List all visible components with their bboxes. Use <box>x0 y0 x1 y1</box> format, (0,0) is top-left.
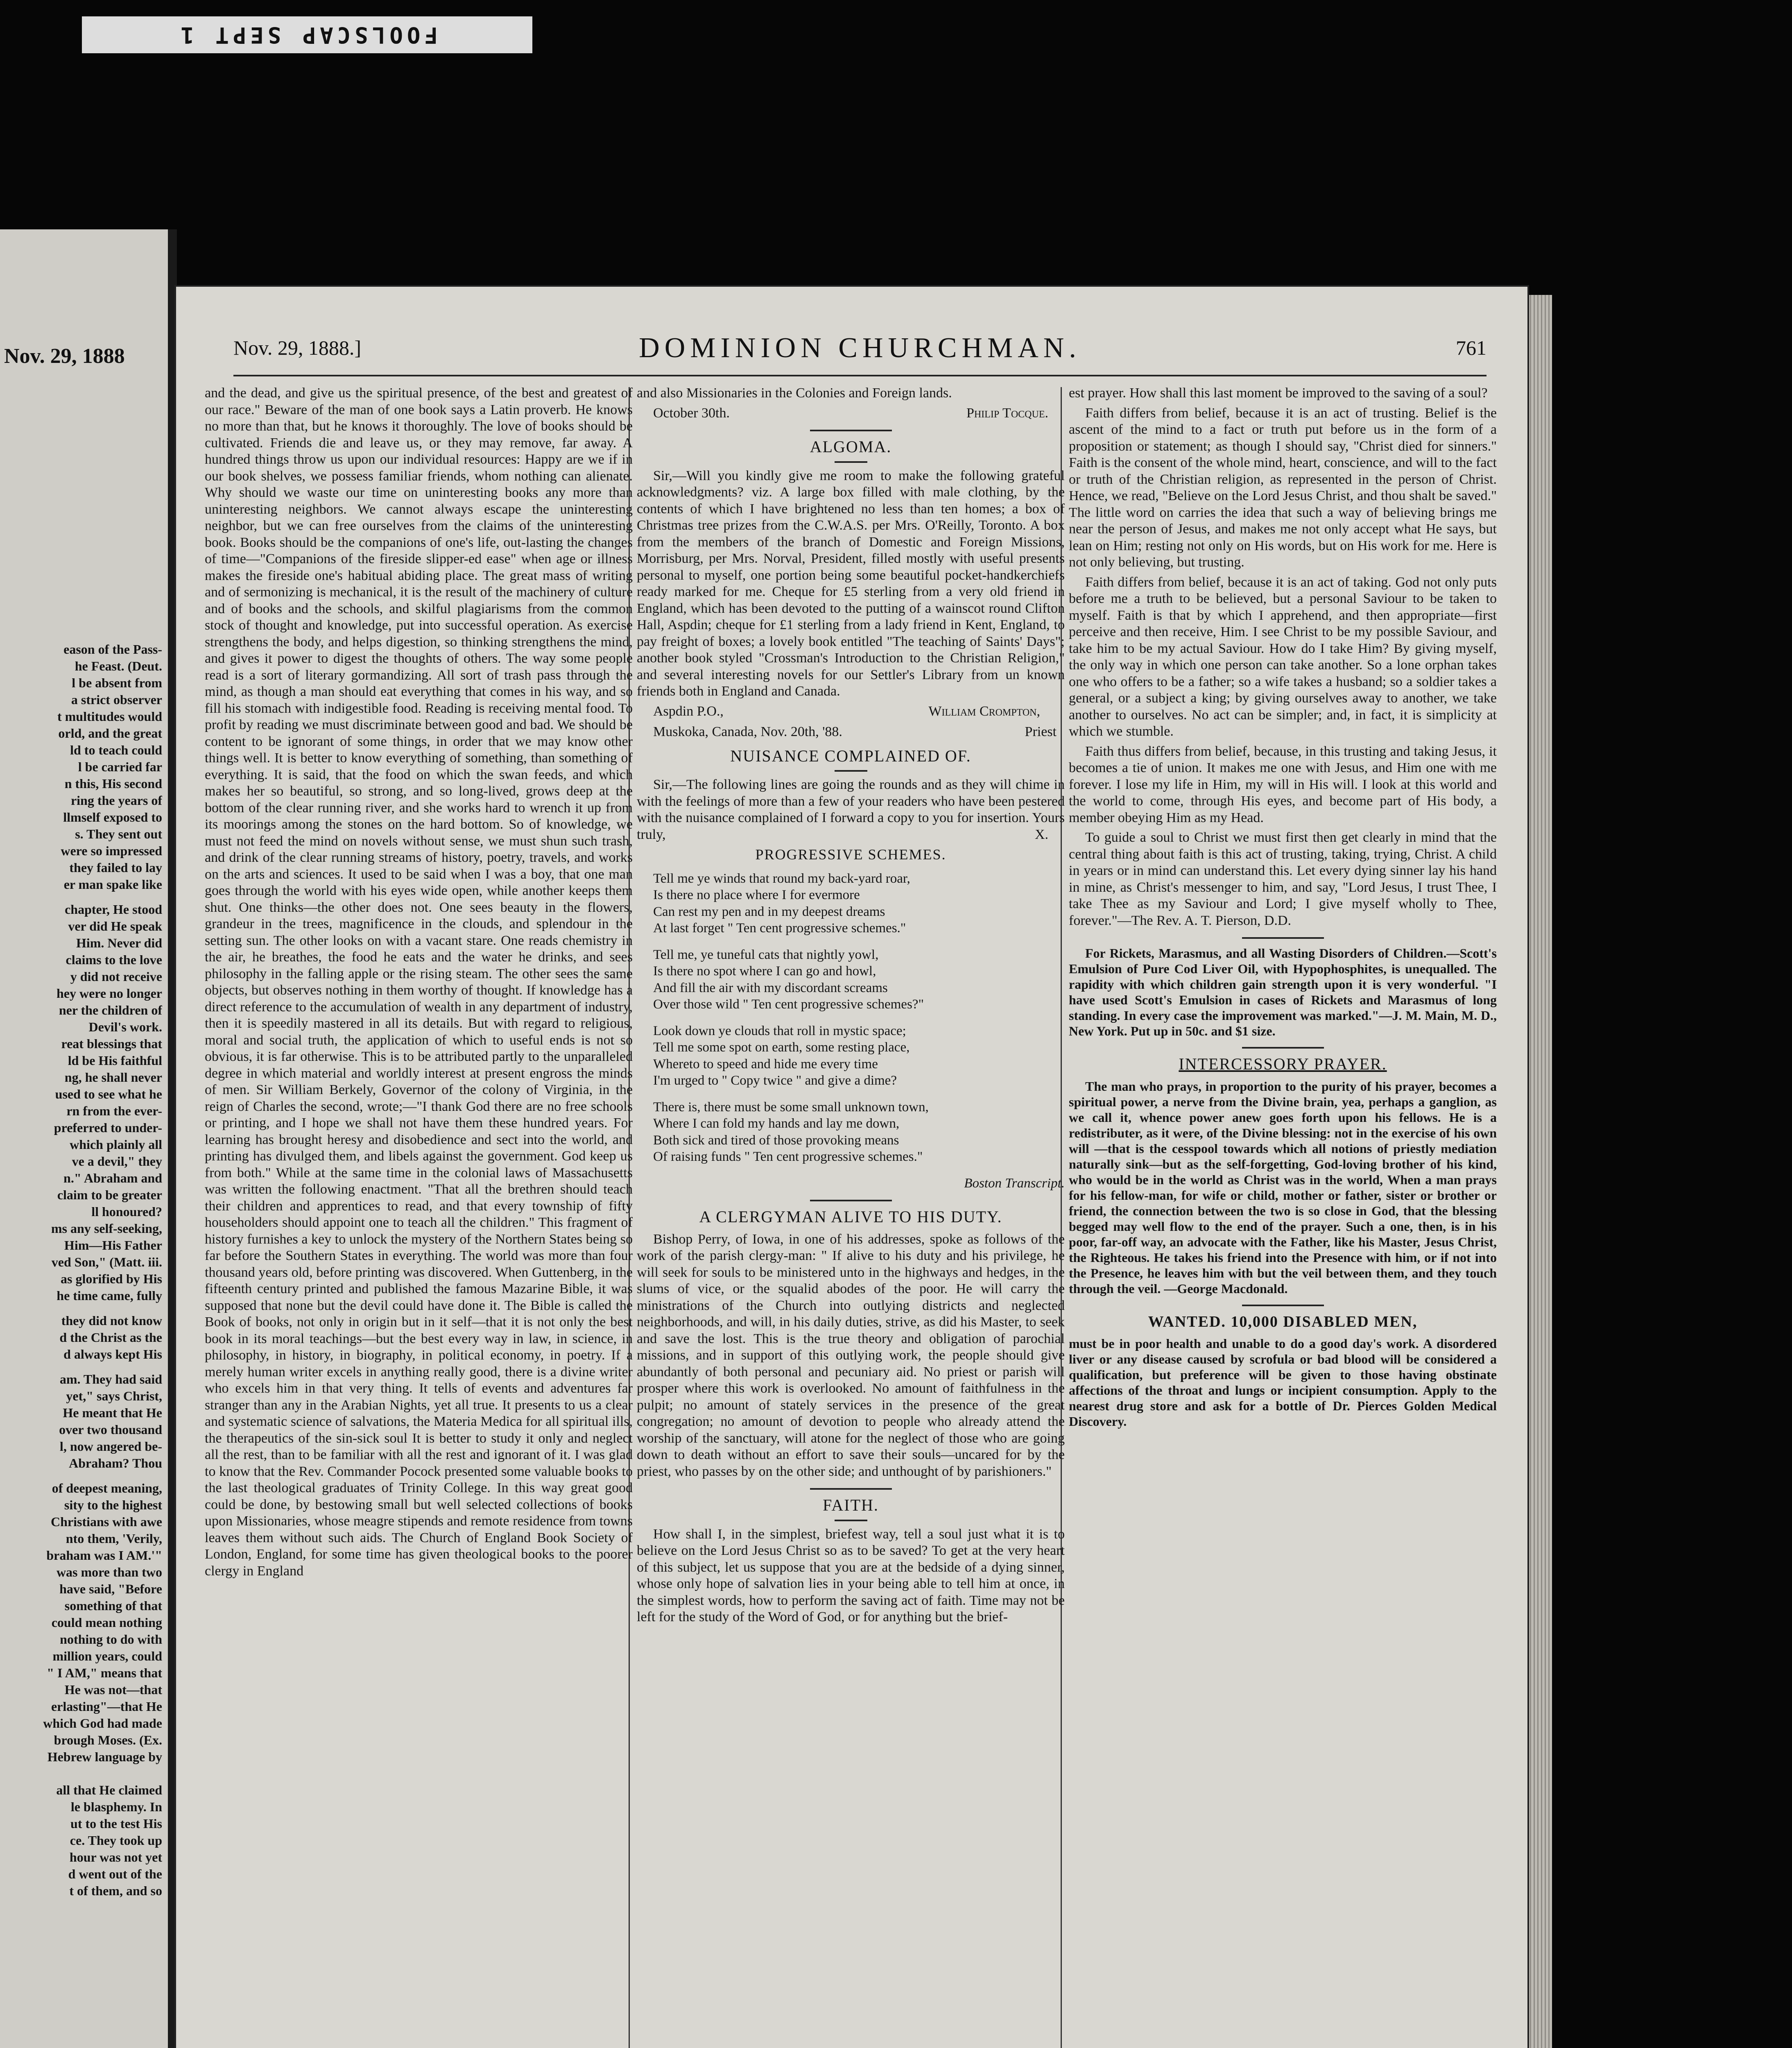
previous-page-line: reat blessings that <box>61 1036 162 1051</box>
article-paragraph: To guide a soul to Christ we must first then get clearly in mind that the central thing about faith is this act of trusting, taking, trying, Christ. A child in years or in mind can understand this. Let every dying sinner lay his hand in mine, as Christ's messenger to him, and say, "Lord Jesus, I trust Thee, I take Thee as my Saviour and Lord; I give myself wholly to Thee, forever."—The Rev. A. T. Pierson, D.D. <box>1069 830 1497 928</box>
previous-page-line: d always kept His <box>63 1347 162 1362</box>
poem-line: Can rest my pen and in my deepest dreams <box>653 904 885 919</box>
previous-page-line: d the Christ as the <box>59 1330 162 1345</box>
previous-page-line: ver did He speak <box>68 919 162 933</box>
advertisement: For Rickets, Marasmus, and all Wasting Disorders of Children.—Scott's Emulsion of Pure Cod Liver Oil, with Hypophosphites, is unequalled. The rapidity with which children gain strength upon it is very wonderful. "I have used Scott's Emulsion in cases of Rickets and Marasmus of long standing. In every case the improvement was marked."—J. M. Main, M. D., New York. Put up in 50c. and $1 size. <box>1069 946 1497 1038</box>
previous-page-line: they did not know <box>61 1313 162 1328</box>
poem-citation: Boston Transcript. <box>964 1176 1065 1191</box>
previous-page-line: Him. Never did <box>76 936 162 950</box>
article-paragraph: Faith differs from belief, because it is an act of taking. God not only puts before me a truth to be believed, but a personal Saviour to be taken to myself. Faith is that by which I apprehend, and then appropriate—first perceive and then receive, Him. I see Christ to be my possible Saviour, and take him to be my actual Saviour. How do I take Him? By giving myself, the only way in which one person can take another. So a lone orphan takes one who offers to be a father; so a wife takes a husband; so a soldier takes a general, or a subject a king; by giving ourselves away to another, we take another to ourselves. No act can be simpler; and, in fact, it is simplicity at which we stumble. <box>1069 574 1497 739</box>
previous-page-line: all that He claimed <box>53 1783 162 1797</box>
signature-line <box>637 703 1065 720</box>
previous-page-line: Abraham? Thou <box>69 1456 162 1470</box>
article-paragraph: and also Missionaries in the Colonies and Foreign lands. <box>637 385 952 401</box>
previous-page-line: of deepest meaning, <box>52 1481 162 1495</box>
previous-page-line: rn from the ever- <box>66 1103 162 1118</box>
previous-page-line: ms any self-seeking, <box>51 1221 162 1236</box>
previous-page-line: chapter, He stood <box>65 902 162 917</box>
section-separator <box>810 1200 892 1201</box>
previous-page-line: he Feast. (Deut. <box>75 659 162 673</box>
previous-page-line: n this, His second <box>64 776 162 791</box>
previous-page-line: t multitudes would <box>57 709 162 724</box>
previous-page-line: le blasphemy. In <box>70 1799 162 1814</box>
previous-page-line: yet," says Christ, <box>66 1389 162 1403</box>
poem-line: Is there no spot where I can go and howl, <box>653 964 876 979</box>
previous-page-line: ve a devil," they <box>72 1154 162 1169</box>
article-paragraph: Faith thus differs from belief, because, in this trusting and taking Jesus, it becomes a tie of union. It makes me one with Jesus, and Him one with me forever. I lose my life in Him, my will in His will. I look at this world and the world to come, through His eyes, and become part of His body, a member obeying Him as my Head. <box>1069 743 1497 825</box>
previous-page-line: ng, he shall never <box>64 1070 162 1085</box>
header-rule <box>233 375 1487 376</box>
previous-page-line: " I AM," means that <box>47 1665 162 1680</box>
masthead-title: DOMINION CHURCHMAN. <box>639 332 1081 364</box>
previous-page-line: a strict observer <box>71 692 162 707</box>
previous-page-line: ld to teach could <box>70 743 162 757</box>
advertisement: must be in poor health and unable to do a good day's work. A disordered liver or any disease caused by scrofula or bad blood will be considered a qualification, but preference will be given to those having obstinate affections of the throat and lungs or incipient consumption. Apply to the nearest drug store and ask for a bottle of Dr. Pierces Golden Medical Discovery. <box>1069 1336 1497 1429</box>
poem-line: Over those wild " Ten cent progressive schemes?" <box>653 997 924 1012</box>
signature-line <box>637 405 1065 422</box>
letter-body: Sir,—Will you kindly give me room to make the following grateful acknowledgments? viz. A large box filled with male clothing, by the contents of which I have brightened no less than ten homes; a box of Christmas tree prizes from the C.W.A.S. per Mrs. O'Reilly, Toronto. A box from the members of the branch of Domestic and Foreign Missions, Morrisburg, per Mrs. Norval, President, filled mostly with useful presents personal to myself, one portion being some beautiful pocket-handkerchiefs ready marked for me. Cheque for £5 sterling from a very old friend in England, which has been devoted to the putting of a wainscot round Clifton Hall, Aspdin; cheque for £1 sterling from a lady friend in Kent, England, to pay freight of boxes; a lovely book entitled "The teaching of Saints' Days"; another book styled "Crossman's Introduction to the Christian Religion," and several interesting novels for our Settler's Library from un known friends both in England and Canada. <box>637 468 1065 699</box>
previous-page-line: were so impressed <box>61 843 162 858</box>
column-2 <box>637 385 1065 1629</box>
letter-date: October 30th. <box>653 405 730 421</box>
letter-title: Priest <box>1025 724 1057 739</box>
previous-page-line: d went out of the <box>68 1867 162 1881</box>
article-paragraph: Faith differs from belief, because it is an act of trusting. Belief is the ascent of the mind to a fact or truth put before us in the form of a proposition or statement; as though I should say, "Christ died for sinners." Faith is the consent of the whole mind, heart, conscience, and will to the fact or truth of the Christian religion, as represented in the person of Christ. Hence, we read, "Believe on the Lord Jesus Christ, and thou shalt be saved." The little word on carries the idea that such a way of believing brings me near the person of Jesus, and makes me not only accept what He says, but lean on Him; resting not only on His words, but on His work for me. Here is not only believing, but trusting. <box>1069 405 1497 570</box>
letter-date: Muskoka, Canada, Nov. 20th, '88. <box>653 724 842 739</box>
previous-page-line: nothing to do with <box>60 1632 162 1647</box>
previous-page-line <box>0 1363 162 1371</box>
poem-line: Tell me some spot on earth, some resting place, <box>653 1040 910 1055</box>
book-page-edges <box>1527 295 1552 2048</box>
column-3 <box>1069 385 1497 1432</box>
section-heading-algoma: ALGOMA. <box>810 437 892 456</box>
previous-page-line: y did not receive <box>70 969 162 984</box>
previous-page-line: er man spake like <box>63 877 162 892</box>
previous-page-line: which plainly all <box>70 1137 162 1152</box>
previous-page-line: he time came, fully <box>57 1288 162 1303</box>
scan-label-strip: FOOLSCAP SEPT 1 <box>82 16 532 53</box>
previous-page-line <box>0 1304 162 1312</box>
previous-page-line: Hebrew language by <box>47 1749 162 1764</box>
poem-line: I'm urged to " Copy twice " and give a dime? <box>653 1073 897 1088</box>
previous-page-line: sity to the highest <box>64 1497 162 1512</box>
newspaper-page <box>176 287 1527 2048</box>
section-separator <box>1242 937 1324 939</box>
previous-page-line: Christians with awe <box>50 1514 162 1529</box>
page-number: 761 <box>1456 336 1487 359</box>
previous-page-line: Devil's work. <box>88 1019 162 1034</box>
previous-page-line: erlasting"—that He <box>51 1699 162 1714</box>
previous-page <box>0 229 177 2048</box>
poem-line: There is, there must be some small unknown town, <box>653 1099 929 1115</box>
previous-page-line: ll honoured? <box>91 1204 162 1219</box>
previous-page-line: orld, and the great <box>58 726 162 741</box>
previous-page-line: was more than two <box>56 1565 162 1579</box>
previous-page-line: something of that <box>64 1598 162 1613</box>
previous-page-line: used to see what he <box>55 1087 162 1101</box>
previous-page-header: Nov. 29, 1888 <box>4 344 125 368</box>
previous-page-line: nto them, 'Verily, <box>66 1531 162 1546</box>
poem <box>653 870 1065 1165</box>
previous-page-line: over two thousand <box>59 1422 162 1437</box>
previous-page-line: s. They sent out <box>75 827 162 841</box>
previous-page-line: ce. They took up <box>70 1833 162 1848</box>
previous-page-line <box>0 1774 162 1782</box>
previous-page-line: ring the years of <box>70 793 162 808</box>
nuisance-text: Sir,—The following lines are going the rounds and as they will chime in with the feelings of more than a few of your readers who have been pestered with the nuisance complained of I forward a copy to you for insertion. Yours truly, <box>637 777 1065 842</box>
poem-stanza <box>653 947 1065 1013</box>
previous-page-line: l be carried far <box>78 759 162 774</box>
previous-page-line: am. They had said <box>59 1372 162 1386</box>
letter-signer: Philip Tocque. <box>966 405 1048 421</box>
poem-line: Whereto to speed and hide me every time <box>653 1056 878 1072</box>
previous-page-line: braham was I AM.'" <box>46 1548 162 1563</box>
section-separator <box>835 770 867 772</box>
article-paragraph: Bishop Perry, of Iowa, in one of his addresses, spoke as follows of the work of the parish clergy-man: " If alive to his duty and his privilege, he will seek for souls to be ministered unto in the highways and hedges, in the slums of vice, or the squalid abodes of the poor. He will carry the ministrations of the Church into outlying districts and neglected neighborhoods, and will, in his daily duties, strive, as did his Master, to seek and save the lost. This is the true theory and obligation of parochial missions, and in support of this outlying work, the people should give abundantly of both personal and pecuniary aid. No priest or parish will prosper where this work is overlooked. No amount of faithfulness in the pulpit; no amount of stately services in the presence of the great congregation; no amount of devotion to people who already attend the worship of the sanctuary, will atone for the neglect of those who are going down to death without an effort to save their souls—uncared for by the priest, who passes by on the other side; and unthought of by parishioners." <box>637 1231 1065 1479</box>
poem-stanza <box>653 870 1065 937</box>
section-separator <box>810 430 892 431</box>
previous-page-line: which God had made <box>43 1716 162 1731</box>
poem-line: Is there no place where I for evermore <box>653 888 860 902</box>
previous-page-line: Him—His Father <box>64 1238 162 1253</box>
poem-line: At last forget " Ten cent progressive schemes." <box>653 921 906 936</box>
article-paragraph: and the dead, and give us the spiritual presence, of the best and greatest of our race." Beware of the man of one book says a Latin proverb. He knows no more than that, but he knows it thoroughly. The love of books should be cultivated. Friends die and leave us, or they may remove, far away. A hundred things throw us upon our individual resources: Happy are we if in our book shelves, we possess familiar friends, whom nothing can alienate. Why should we waste our time on uninteresting books any more than uninteresting neighbors. We cannot always escape the uninteresting neighbor, but we can free ourselves from the claims of the uninteresting book. Books should be the companions of one's life, out-lasting the changes of time—"Companions of the fireside slipper-ed ease" when age or illness makes the fireside one's habitual abiding place. The great mass of writing and of sermonizing is mechanical, it is the result of the machinery of culture and of books and the schools, and skilful plagiarisms from the common stock of thought and knowledge, put into successful operation. As exercise strengthens the body, and helps digestion, so thinking strengthens the mind, and gives it power to digest the thoughts of others. The way some people read is a sort of literary gormandizing. All sort of trash pass through the mind, as though a man should eat everything that comes in his way, and so fill his stomach with indigestible food. Reading is receiving mental food. To profit by reading we must discriminate between good and bad. We should be content to be ignorant of some things, in order that we may know other things well. It is better to know everything of something, than something of everything. It is said, that the food on which the swan feeds, and which makes her so beautiful, so strong, and so long-lived, grows deep at the bottom of the clear running river, and she works hard to wrench it up from its moorings among the stones on the hard bottom. So of knowledge, we must not feed the mind on novels without sense, we must shun such trash, and drink of the clear running streams of history, poetry, travels, and works on the arts and sciences. It used to be said when I was a boy, that one man goes through the world with his eyes wide open, while another keeps them shut. One thinks—the other does not. One sees beauty in the flowers, grandeur in the trees, magnificence in the clouds, and splendour in the setting sun. The other looks on with a vacant stare. One reads chemistry in the air, he breathes, the food he eats and the water he drinks, and sees philosophy in the falling apple or the rising steam. The other sees the same objects, but observes nothing in them worthy of thought. If knowledge has a direct reference to the accumulation of wealth in any department of industry, then it is speedily mastered in all its details. But with regard to religious, moral and social truth, the application of which to useful ends is not so obvious, it is far otherwise. This is to be attributed partly to the unparalleled degree in which material and worldly interest at present engross the minds of men. Sir William Berkely, Governor of the colony of Virginia, in the reign of Charles the second, wrote;—"I thank God there are no free schools or printing, and I hope we shall not have them these hundred years. For learning has brought heresy and disobedience and sect into the world, and printing has divulged them, and libels against the government. God keep us from both." While at the same time in the colonial laws of Massachusetts was written the following enactment. "That all the brethren should teach their children and apprentices to read, and that every township of fifty householders should appoint one to teach all the children." This fragment of history furnishes a key to unlock the mystery of the Northern States being so far before the Southern States in everything. The world was more than four thousand years old, before printing was discovered. When Guttenberg, in the fifteenth century printed and published the famous Mazarine Bible, it was supposed that none but the devil could have done it. The Bible is called the Book of books, not only in origin but in it self—that it is not only the best book in its moral teachings—but the best every way in law, in science, in philosophy, in history, in biography, in political economy, in poetry. If a merely human writer excels in anything really good, there is a divine writer who excels him in that very thing. It tells of events and adventures far stranger than any in the Arabian Nights, yet all true. It presents to us a clear and systematic science of salvations, the Materia Medica for all spiritual ills, the therapeutics of the sin-sick soul It is better to study it only and neglect all the rest, than to be familiar with all the rest and ignorant of it. I was glad to know that the Rev. Commander Pocock presented some valuable books to the last theological graduates of Trinity College. In this way great good could be done, by bestowing small but well selected collections of books upon Missionaries, whose meagre stipends and remote residence from towns leaves them without such aids. The Church of England Book Society of London, England, for some time has given theological books to the poorer clergy in England <box>205 385 633 1579</box>
previous-page-line: million years, could <box>52 1649 162 1663</box>
section-separator <box>835 1520 867 1521</box>
article-paragraph: How shall I, in the simplest, briefest way, tell a soul just what it is to believe on the Lord Jesus Christ so as to be saved? To get at the very heart of this subject, let us suppose that you are at the bedside of a dying sinner, whose only hope of salvation lies in your being able to tell him at once, in the simplest words, how to perform the saving act of faith. Time may not be left for the study of the Word of God, or for anything but the brief- <box>637 1526 1065 1624</box>
previous-page-line: could mean nothing <box>51 1615 162 1630</box>
poem-line: Where I can fold my hands and lay me down, <box>653 1116 900 1131</box>
section-heading-intercessory: INTERCESSORY PRAYER. <box>1179 1055 1387 1073</box>
letter-place: Aspdin P.O., <box>653 703 724 719</box>
previous-page-line: hour was not yet <box>69 1850 162 1864</box>
previous-page-line <box>0 1472 162 1480</box>
previous-page-line: t of them, and so <box>69 1883 162 1898</box>
section-heading-wanted: WANTED. 10,000 DISABLED MEN, <box>1148 1313 1418 1330</box>
previous-page-line: as glorified by His <box>60 1271 162 1286</box>
section-heading-faith: FAITH. <box>823 1496 879 1514</box>
poem-line: Look down ye clouds that roll in mystic space; <box>653 1023 906 1038</box>
page-header <box>233 332 1487 369</box>
previous-page-line: preferred to under- <box>54 1120 162 1135</box>
previous-page-line: claims to the love <box>66 952 162 967</box>
article-paragraph: The man who prays, in proportion to the purity of his prayer, becomes a spiritual power, a nerve from the Divine brain, yea, perhaps a ganglion, as we call it, whence power anew goes forth upon his fellows. He is a redistributer, as it were, of the Divine blessing: not in the exercise of his own will —that is the cesspool towards which all notions of priestly mediation naturally sink—but as the self-forgetting, God-loving brother of his kind, who would be in the world as Christ was in the world, When a man prays for his fellow-man, for wife or child, mother or father, sister or brother or friend, the connection between the two is so close in God, that the blessing begged may well flow to the end of the prayer. Such a one, then, is in his poor, far-off way, an advocate with the Father, like his Master, Jesus Christ, the Righteous. He takes his friend into the Presence with him, or if not into the Presence, he leaves him with but the veil between them, and they touch through the veil. —George Macdonald. <box>1069 1078 1497 1296</box>
poem-stanza <box>653 1023 1065 1089</box>
previous-page-line: ut to the test His <box>70 1816 162 1831</box>
poem-line: Tell me ye winds that round my back-yard roar, <box>653 871 910 886</box>
section-heading-nuisance: NUISANCE COMPLAINED OF. <box>730 746 971 765</box>
previous-page-line: ld be His faithful <box>68 1053 162 1068</box>
previous-page-line: l, now angered be- <box>59 1439 162 1454</box>
previous-page-line: hey were no longer <box>56 986 162 1001</box>
previous-page-line: they failed to lay <box>69 860 162 875</box>
section-separator <box>835 461 867 463</box>
poem-line: And fill the air with my discordant screams <box>653 980 888 995</box>
previous-page-line: ner the children of <box>59 1003 162 1017</box>
section-separator <box>810 1488 892 1490</box>
issue-date: Nov. 29, 1888.] <box>233 336 362 359</box>
previous-page-line: brough Moses. (Ex. <box>54 1733 162 1747</box>
signature-line <box>637 724 1065 741</box>
letter-signer: William Crompton, <box>928 703 1040 719</box>
previous-page-line: llmself exposed to <box>63 810 162 825</box>
previous-page-line: He meant that He <box>63 1405 162 1420</box>
section-separator <box>1242 1047 1324 1049</box>
poem-stanza <box>653 1099 1065 1165</box>
section-separator <box>1242 1305 1324 1306</box>
letter-body <box>637 777 1065 843</box>
column-1 <box>205 385 633 1583</box>
poem-line: Of raising funds " Ten cent progressive schemes." <box>653 1149 923 1164</box>
previous-page-line <box>0 1765 162 1774</box>
previous-page-line: claim to be greater <box>57 1187 162 1202</box>
poem-line: Tell me, ye tuneful cats that nightly yowl, <box>653 947 879 962</box>
article-paragraph: est prayer. How shall this last moment be improved to the saving of a soul? <box>1069 385 1488 401</box>
previous-page-text <box>0 641 162 1899</box>
previous-page-line: have said, "Before <box>59 1581 162 1596</box>
previous-page-line <box>0 893 162 901</box>
previous-page-line: ved Son," (Matt. iii. <box>51 1255 162 1269</box>
previous-page-line: n." Abraham and <box>63 1171 162 1185</box>
poem-title: PROGRESSIVE SCHEMES. <box>755 846 946 863</box>
previous-page-line: He was not—that <box>64 1682 162 1697</box>
previous-page-line: eason of the Pass- <box>63 642 162 657</box>
section-heading-clergyman: A CLERGYMAN ALIVE TO HIS DUTY. <box>699 1208 1002 1226</box>
previous-page-line: l be absent from <box>72 675 162 690</box>
letter-signer: X. <box>1034 827 1048 842</box>
poem-line: Both sick and tired of those provoking means <box>653 1133 899 1148</box>
